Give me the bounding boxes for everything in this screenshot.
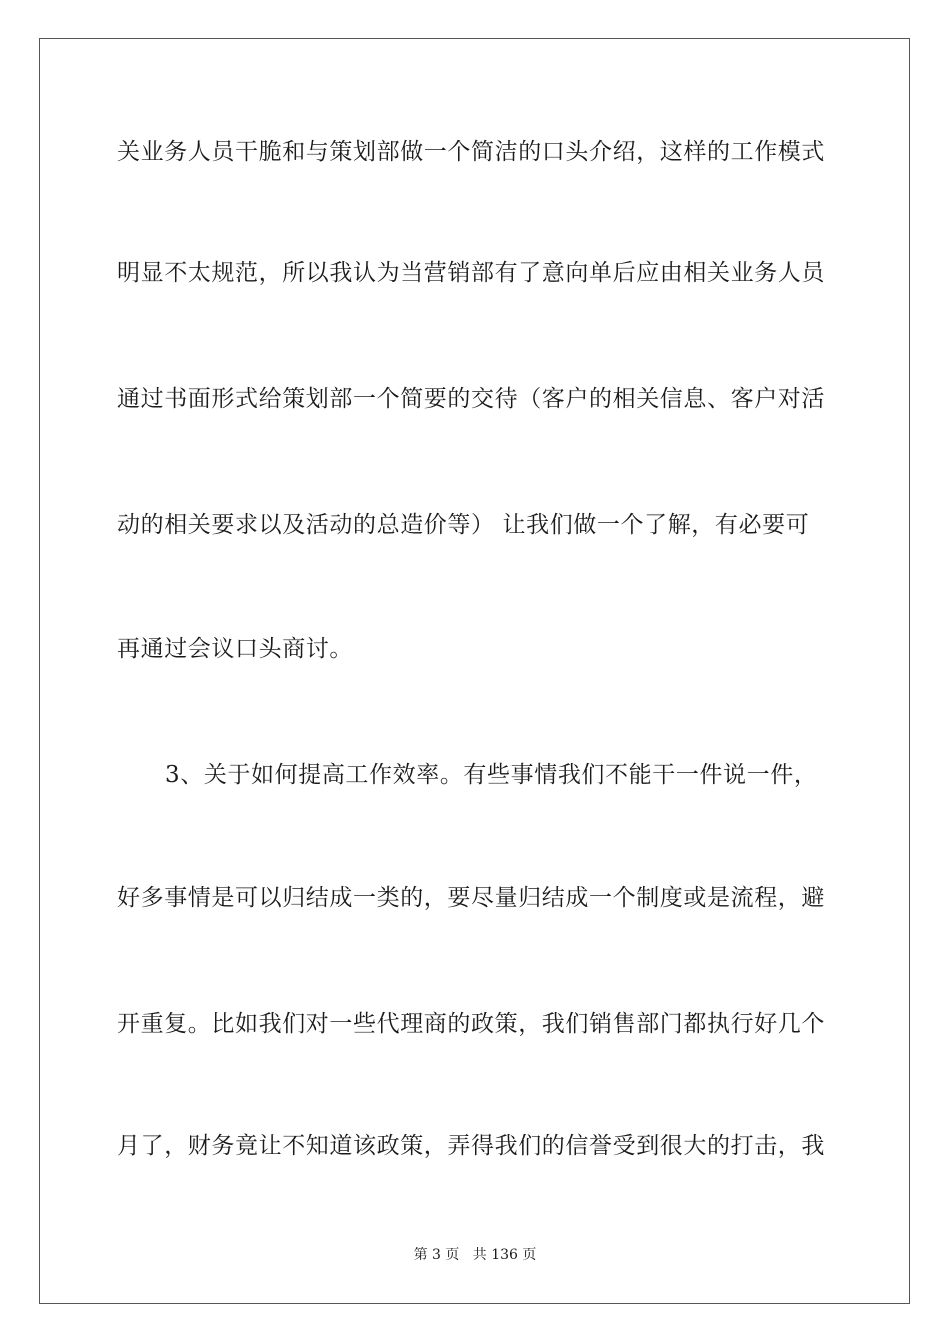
text-line-9: 月了，财务竟让不知道该政策，弄得我们的信誉受到很大的打击，我 (117, 1133, 825, 1159)
text-line-3: 通过书面形式给策划部一个简要的交待（客户的相关信息、客户对活 (117, 386, 825, 412)
text-line-4: 动的相关要求以及活动的总造价等） 让我们做一个了解，有必要可 (117, 512, 810, 538)
page-frame (39, 38, 910, 1304)
text-line-8: 开重复。比如我们对一些代理商的政策，我们销售部门都执行好几个 (117, 1011, 825, 1037)
page-number-footer: 第 3 页 共 136 页 (413, 1247, 537, 1263)
text-line-5: 再通过会议口头商讨。 (117, 636, 353, 662)
text-line-7: 好多事情是可以归结成一类的，要尽量归结成一个制度或是流程，避 (117, 885, 825, 911)
text-line-2: 明显不太规范，所以我认为当营销部有了意向单后应由相关业务人员 (117, 260, 825, 286)
text-line-1: 关业务人员干脆和与策划部做一个简洁的口头介绍，这样的工作模式 (117, 139, 825, 165)
text-line-6: 3、关于如何提高工作效率。有些事情我们不能干一件说一件， (165, 762, 818, 788)
